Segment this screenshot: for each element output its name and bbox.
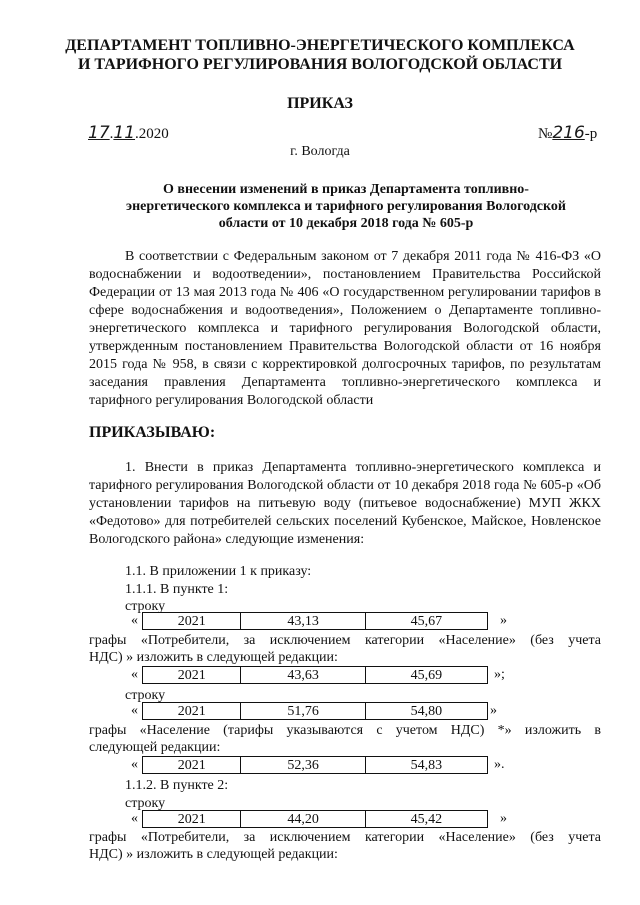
department-name-line2: И ТАРИФНОГО РЕГУЛИРОВАНИЯ ВОЛОГОДСКОЙ ОБЛАСТИ <box>77 56 563 73</box>
word-row-3: строку <box>125 796 166 811</box>
number-prefix: № <box>538 126 553 142</box>
row-year: 2021 <box>143 703 241 720</box>
row-value-1: 52,36 <box>241 757 365 774</box>
order-title <box>90 181 602 232</box>
graph-population-line2: следующей редакции: <box>89 740 221 755</box>
order-number <box>538 123 597 143</box>
row-value-2: 45,42 <box>365 811 487 828</box>
row-value-1: 43,13 <box>241 613 365 630</box>
title-line3: области от 10 декабря 2018 года № 605-р <box>218 216 474 231</box>
date-sep: . <box>109 126 114 142</box>
title-line1: О внесении изменений в приказ Департамента топливно- <box>163 182 529 197</box>
city: г. Вологда <box>290 144 350 159</box>
preamble-paragraph: В соответствии с Федеральным законом от 7 декабря 2011 года № 416-ФЗ «О водоснабжении и водоотведении», постановлением Правительства Российской Федерации от 13 мая 2013 года № 406 «О государственном регулировании тарифов в сфере водоснабжения и водоотведения», Положением о Департаменте топливно-энергетического комплекса и тарифного регулирования Вологодской области, утвержденным постановлением Правительства Вологодской области от 16 ноября 2015 года № 958, в связи с корректировкой долгосрочных тарифов, по результатам заседания правления Департамента топливно-энергетического комплекса и тарифного регулирования Вологодской области <box>89 249 601 408</box>
item-1-paragraph: 1. Внести в приказ Департамента топливно-энергетического комплекса и тарифного регулирования Вологодской области от 10 декабря 2018 года № 605-р «Об установлении тарифов на питьевую воду (питьевое водоснабжение) МУП ЖКХ «Федотово» для потребителей сельских поселений Кубенское, Майское, Новленское Вологодского района» следующие изменения: <box>89 460 601 547</box>
quote-open-5: « <box>131 811 138 826</box>
quote-close-4: ». <box>494 757 505 772</box>
word-row-1: строку <box>125 599 166 614</box>
quote-close-2: »; <box>494 667 505 682</box>
number-suffix: -р <box>584 126 598 142</box>
quote-open-4: « <box>131 757 138 772</box>
item-1-1-2: 1.1.2. В пункте 2: <box>125 778 229 793</box>
values-row-2 <box>142 666 488 684</box>
quote-open-2: « <box>131 667 138 682</box>
graph-consumers-b-line2: НДС) » изложить в следующей редакции: <box>89 847 338 862</box>
values-row-3 <box>142 702 488 720</box>
graph-population-line1: графы «Население (тарифы указываются с учетом НДС) *» изложить в <box>89 723 601 738</box>
order-date <box>88 123 169 143</box>
row-year: 2021 <box>143 757 241 774</box>
item-1-1: 1.1. В приложении 1 к приказу: <box>125 564 312 579</box>
graph-consumers-b-line1: графы «Потребители, за исключением категории «Население» (без учета <box>89 830 601 845</box>
word-row-2: строку <box>125 688 166 703</box>
row-value-2: 45,67 <box>365 613 487 630</box>
row-value-2: 54,80 <box>365 703 487 720</box>
date-month: 11 <box>113 123 136 143</box>
row-value-1: 43,63 <box>241 667 365 684</box>
row-value-1: 51,76 <box>241 703 365 720</box>
values-row-4 <box>142 756 488 774</box>
department-name-line1: ДЕПАРТАМЕНТ ТОПЛИВНО-ЭНЕРГЕТИЧЕСКОГО КОМПЛЕКСА <box>65 37 575 54</box>
row-value-2: 54,83 <box>365 757 487 774</box>
values-row-1 <box>142 612 488 630</box>
quote-open-3: « <box>131 703 138 718</box>
quote-close-3: » <box>490 703 497 718</box>
quote-close-5: » <box>500 811 507 826</box>
graph-consumers-line2: НДС) » изложить в следующей редакции: <box>89 650 338 665</box>
row-year: 2021 <box>143 613 241 630</box>
date-year: .2020 <box>135 126 169 142</box>
row-year: 2021 <box>143 811 241 828</box>
values-row-5 <box>142 810 488 828</box>
item-1-1-1: 1.1.1. В пункте 1: <box>125 582 229 597</box>
title-line2: энергетического комплекса и тарифного регулирования Вологодской <box>126 199 566 214</box>
doc-type: ПРИКАЗ <box>287 95 353 112</box>
row-value-2: 45,69 <box>365 667 487 684</box>
quote-open-1: « <box>131 613 138 628</box>
row-year: 2021 <box>143 667 241 684</box>
number-value: 216 <box>552 123 585 143</box>
date-day: 17 <box>88 123 110 143</box>
row-value-1: 44,20 <box>241 811 365 828</box>
quote-close-1: » <box>500 613 507 628</box>
graph-consumers-line1: графы «Потребители, за исключением категории «Население» (без учета <box>89 633 601 648</box>
order-word: ПРИКАЗЫВАЮ: <box>89 424 216 441</box>
